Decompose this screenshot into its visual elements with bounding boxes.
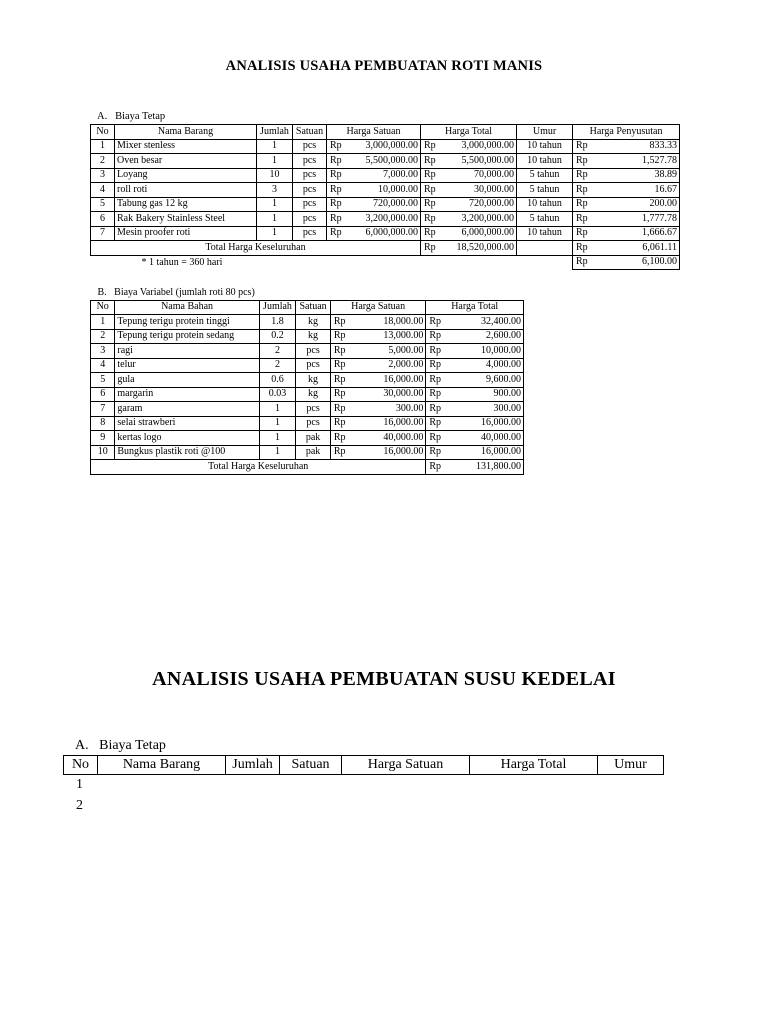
currency-cell: Rp [426, 344, 450, 359]
currency-cell: Rp [573, 154, 597, 169]
item-name-cell: Mixer stenless [115, 139, 257, 154]
item-name-cell: Oven besar [115, 154, 257, 169]
variable-cost-table [90, 286, 524, 475]
unit-price-cell: 5,500,000.00 [355, 154, 421, 169]
header-cell: Jumlah [259, 300, 296, 315]
page-title-2: ANALISIS USAHA PEMBUATAN SUSU KEDELAI [152, 668, 616, 690]
row-number-cell: 2 [91, 154, 115, 169]
row-number-cell: 4 [91, 183, 115, 198]
header-cell: Jumlah [257, 125, 293, 140]
lifespan-cell: 5 tahun [517, 168, 573, 183]
ingredient-name-cell: Tepung terigu protein sedang [115, 329, 259, 344]
header-cell: No [91, 300, 115, 315]
currency-cell: Rp [421, 226, 445, 241]
item-name-cell: Mesin proofer roti [115, 226, 257, 241]
currency-cell: Rp [330, 402, 358, 417]
currency-cell: Rp [421, 212, 445, 227]
total-price-cell: 9,600.00 [450, 373, 523, 388]
row-number-cell: 7 [91, 226, 115, 241]
row-number-cell: 4 [91, 358, 115, 373]
currency-cell: Rp [327, 154, 355, 169]
currency-cell: Rp [330, 445, 358, 460]
quantity-cell: 3 [257, 183, 293, 198]
currency-cell: Rp [573, 197, 597, 212]
lifespan-cell: 5 tahun [517, 212, 573, 227]
unit-price-cell: 16,000.00 [359, 445, 426, 460]
table-row [91, 431, 524, 446]
unit-cell: kg [296, 373, 331, 388]
total-price-cell: 10,000.00 [450, 344, 523, 359]
fixed-cost-table-2 [63, 755, 664, 775]
total-label: Total Harga Keseluruhan [91, 241, 421, 256]
unit-cell: pcs [296, 402, 331, 417]
rounded-depreciation-cell: 6,100.00 [597, 255, 680, 270]
currency-cell: Rp [330, 387, 358, 402]
header-cell: Satuan [280, 756, 342, 775]
item-name-cell: Tabung gas 12 kg [115, 197, 257, 212]
header-cell: Harga Penyusutan [573, 125, 680, 140]
quantity-cell: 1 [259, 431, 296, 446]
unit-price-cell: 6,000,000.00 [355, 226, 421, 241]
table-row [91, 416, 524, 431]
currency-cell: Rp [327, 139, 355, 154]
quantity-cell: 1 [259, 416, 296, 431]
unit-cell: pcs [293, 226, 327, 241]
quantity-cell: 1 [259, 445, 296, 460]
currency-cell: Rp [327, 197, 355, 212]
depreciation-cell: 833.33 [597, 139, 680, 154]
currency-cell: Rp [573, 255, 597, 270]
unit-cell: pcs [293, 139, 327, 154]
table-row [91, 197, 680, 212]
unit-price-cell: 300.00 [359, 402, 426, 417]
unit-cell: pcs [296, 344, 331, 359]
item-name-cell: roll roti [115, 183, 257, 198]
header-cell: No [64, 756, 98, 775]
row-number-cell: 6 [91, 387, 115, 402]
fixed-cost-table [90, 124, 680, 270]
unit-cell: kg [296, 315, 331, 330]
table-title-row [91, 286, 524, 300]
total-price-cell: 70,000.00 [445, 168, 517, 183]
table-header-row [91, 125, 680, 140]
depreciation-cell: 38.89 [597, 168, 680, 183]
currency-cell: Rp [426, 358, 450, 373]
ingredient-name-cell: selai strawberi [115, 416, 259, 431]
header-cell: Satuan [296, 300, 331, 315]
unit-cell: pcs [296, 358, 331, 373]
unit-price-cell: 18,000.00 [359, 315, 426, 330]
row-number-cell: 9 [91, 431, 115, 446]
empty-cell [517, 241, 573, 256]
grand-total-cell: 18,520,000.00 [445, 241, 517, 256]
quantity-cell: 10 [257, 168, 293, 183]
depreciation-cell: 1,777.78 [597, 212, 680, 227]
quantity-cell: 1 [257, 154, 293, 169]
currency-cell: Rp [421, 241, 445, 256]
header-cell: Harga Satuan [342, 756, 470, 775]
table-row [91, 358, 524, 373]
total-price-cell: 16,000.00 [450, 445, 523, 460]
currency-cell: Rp [330, 416, 358, 431]
total-price-cell: 30,000.00 [445, 183, 517, 198]
table-row [91, 329, 524, 344]
lifespan-cell: 10 tahun [517, 197, 573, 212]
unit-cell: kg [296, 329, 331, 344]
section-a-label-2: A. Biaya Tetap [75, 738, 166, 753]
header-cell: No [91, 125, 115, 140]
currency-cell: Rp [330, 315, 358, 330]
footnote: * 1 tahun = 360 hari [141, 256, 223, 268]
row-number-cell: 5 [91, 373, 115, 388]
lifespan-cell: 10 tahun [517, 139, 573, 154]
currency-cell: Rp [330, 373, 358, 388]
row-number-cell: 3 [91, 344, 115, 359]
depreciation-cell: 16.67 [597, 183, 680, 198]
currency-cell: Rp [426, 402, 450, 417]
currency-cell: Rp [426, 329, 450, 344]
unit-cell: pcs [296, 416, 331, 431]
currency-cell: Rp [573, 226, 597, 241]
quantity-cell: 1 [257, 212, 293, 227]
ingredient-name-cell: Bungkus plastik roti @100 [115, 445, 259, 460]
ingredient-name-cell: garam [115, 402, 259, 417]
quantity-cell: 0.6 [259, 373, 296, 388]
ingredient-name-cell: telur [115, 358, 259, 373]
total-price-cell: 3,200,000.00 [445, 212, 517, 227]
currency-cell: Rp [327, 226, 355, 241]
unit-price-cell: 5,000.00 [359, 344, 426, 359]
header-cell: Nama Barang [98, 756, 226, 775]
currency-cell: Rp [421, 168, 445, 183]
header-cell: Nama Barang [115, 125, 257, 140]
table-row [91, 139, 680, 154]
lifespan-cell: 10 tahun [517, 154, 573, 169]
header-cell: Nama Bahan [115, 300, 259, 315]
currency-cell: Rp [573, 212, 597, 227]
row-number-cell: 7 [91, 402, 115, 417]
total-price-cell: 5,500,000.00 [445, 154, 517, 169]
row-number-cell: 2 [91, 329, 115, 344]
total-label: Total Harga Keseluruhan [91, 460, 426, 475]
total-price-cell: 2,600.00 [450, 329, 523, 344]
unit-cell: pcs [293, 197, 327, 212]
currency-cell: Rp [573, 183, 597, 198]
currency-cell: Rp [426, 460, 450, 475]
quantity-cell: 1 [257, 226, 293, 241]
header-cell: Umur [598, 756, 664, 775]
row-number-cell: 10 [91, 445, 115, 460]
table-row [91, 445, 524, 460]
currency-cell: Rp [327, 183, 355, 198]
ingredient-name-cell: Tepung terigu protein tinggi [115, 315, 259, 330]
header-cell: Umur [517, 125, 573, 140]
quantity-cell: 2 [259, 344, 296, 359]
currency-cell: Rp [573, 139, 597, 154]
quantity-cell: 1.8 [259, 315, 296, 330]
unit-price-cell: 3,000,000.00 [355, 139, 421, 154]
row-number: 2 [76, 798, 83, 813]
currency-cell: Rp [573, 168, 597, 183]
row-number-cell: 8 [91, 416, 115, 431]
total-price-cell: 720,000.00 [445, 197, 517, 212]
header-cell: Harga Total [470, 756, 598, 775]
table-row [91, 212, 680, 227]
unit-cell: pak [296, 445, 331, 460]
page-title: ANALISIS USAHA PEMBUATAN ROTI MANIS [225, 58, 543, 74]
header-cell: Harga Satuan [327, 125, 421, 140]
total-row [91, 241, 680, 256]
table-row [91, 183, 680, 198]
depreciation-cell: 200.00 [597, 197, 680, 212]
unit-cell: pcs [293, 183, 327, 198]
empty-cell [91, 255, 115, 270]
currency-cell: Rp [421, 154, 445, 169]
quantity-cell: 1 [257, 197, 293, 212]
ingredient-name-cell: ragi [115, 344, 259, 359]
header-cell: Harga Total [421, 125, 517, 140]
header-cell: Jumlah [226, 756, 280, 775]
table-row [91, 402, 524, 417]
unit-cell: pcs [293, 168, 327, 183]
currency-cell: Rp [573, 241, 597, 256]
header-cell: Satuan [293, 125, 327, 140]
unit-cell: pak [296, 431, 331, 446]
total-price-cell: 300.00 [450, 402, 523, 417]
unit-price-cell: 16,000.00 [359, 416, 426, 431]
total-price-cell: 3,000,000.00 [445, 139, 517, 154]
total-row [91, 460, 524, 475]
grand-total-cell: 131,800.00 [450, 460, 523, 475]
depreciation-total-cell: 6,061.11 [597, 241, 680, 256]
lifespan-cell: 10 tahun [517, 226, 573, 241]
total-price-cell: 32,400.00 [450, 315, 523, 330]
row-number-cell: 1 [91, 139, 115, 154]
note-row [91, 255, 680, 270]
table-row [91, 226, 680, 241]
unit-price-cell: 40,000.00 [359, 431, 426, 446]
currency-cell: Rp [330, 329, 358, 344]
currency-cell: Rp [421, 197, 445, 212]
quantity-cell: 0.2 [259, 329, 296, 344]
total-price-cell: 40,000.00 [450, 431, 523, 446]
header-cell: Harga Total [426, 300, 524, 315]
currency-cell: Rp [426, 387, 450, 402]
row-number-cell: 6 [91, 212, 115, 227]
unit-price-cell: 13,000.00 [359, 329, 426, 344]
row-number-cell: 5 [91, 197, 115, 212]
total-price-cell: 6,000,000.00 [445, 226, 517, 241]
currency-cell: Rp [426, 445, 450, 460]
unit-price-cell: 720,000.00 [355, 197, 421, 212]
currency-cell: Rp [426, 315, 450, 330]
currency-cell: Rp [327, 168, 355, 183]
unit-price-cell: 10,000.00 [355, 183, 421, 198]
ingredient-name-cell: gula [115, 373, 259, 388]
total-price-cell: 4,000.00 [450, 358, 523, 373]
row-number-cell: 1 [91, 315, 115, 330]
unit-price-cell: 3,200,000.00 [355, 212, 421, 227]
unit-cell: kg [296, 387, 331, 402]
depreciation-cell: 1,527.78 [597, 154, 680, 169]
unit-cell: pcs [293, 154, 327, 169]
ingredient-name-cell: margarin [115, 387, 259, 402]
section-b-label: B. Biaya Variabel (jumlah roti 80 pcs) [97, 286, 255, 298]
ingredient-name-cell: kertas logo [115, 431, 259, 446]
total-price-cell: 900.00 [450, 387, 523, 402]
row-number-cell: 3 [91, 168, 115, 183]
currency-cell: Rp [327, 212, 355, 227]
table-row [91, 154, 680, 169]
currency-cell: Rp [421, 183, 445, 198]
currency-cell: Rp [330, 358, 358, 373]
quantity-cell: 0.03 [259, 387, 296, 402]
header-cell: Harga Satuan [330, 300, 426, 315]
table-header-row [64, 756, 664, 775]
table-row [91, 387, 524, 402]
unit-price-cell: 30,000.00 [359, 387, 426, 402]
unit-price-cell: 2,000.00 [359, 358, 426, 373]
table-row [91, 168, 680, 183]
unit-price-cell: 16,000.00 [359, 373, 426, 388]
quantity-cell: 1 [259, 402, 296, 417]
empty-cell [517, 255, 573, 270]
depreciation-cell: 1,666.67 [597, 226, 680, 241]
currency-cell: Rp [426, 431, 450, 446]
table-row [91, 373, 524, 388]
currency-cell: Rp [330, 431, 358, 446]
currency-cell: Rp [330, 344, 358, 359]
quantity-cell: 1 [257, 139, 293, 154]
unit-cell: pcs [293, 212, 327, 227]
item-name-cell: Loyang [115, 168, 257, 183]
table-row [91, 315, 524, 330]
unit-price-cell: 7,000.00 [355, 168, 421, 183]
currency-cell: Rp [421, 139, 445, 154]
row-number: 1 [76, 777, 83, 792]
currency-cell: Rp [426, 416, 450, 431]
quantity-cell: 2 [259, 358, 296, 373]
section-a-label: A. Biaya Tetap [97, 111, 166, 122]
table-header-row [91, 300, 524, 315]
item-name-cell: Rak Bakery Stainless Steel [115, 212, 257, 227]
table-row [91, 344, 524, 359]
currency-cell: Rp [426, 373, 450, 388]
total-price-cell: 16,000.00 [450, 416, 523, 431]
lifespan-cell: 5 tahun [517, 183, 573, 198]
